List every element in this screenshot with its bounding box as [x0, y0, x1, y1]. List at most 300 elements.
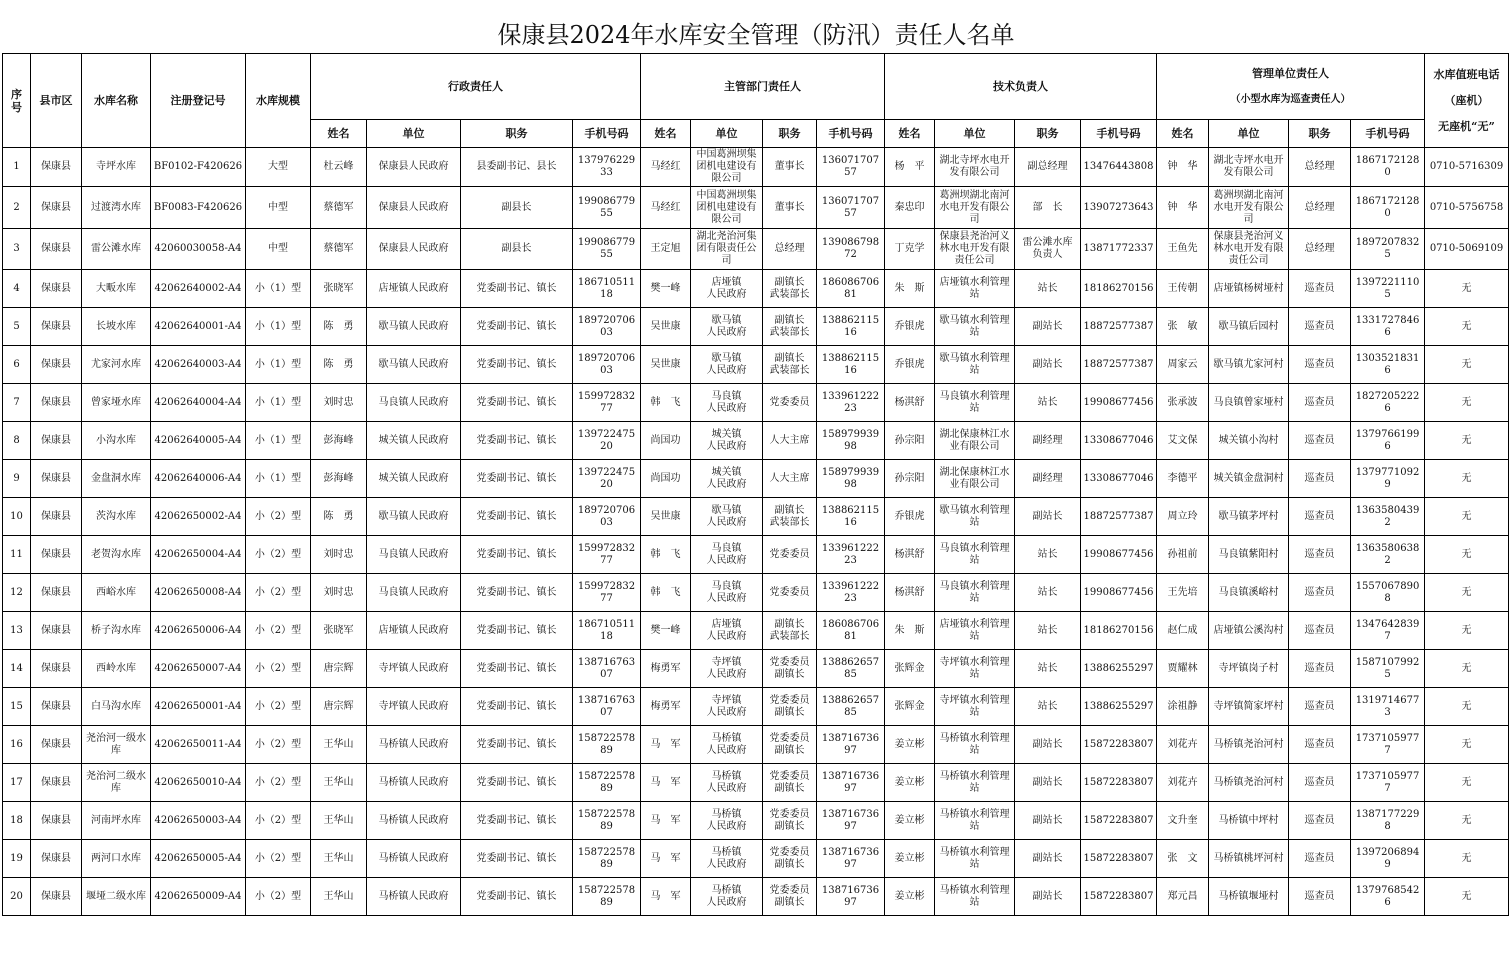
- cell-mgmt-unit: 马桥镇尧治河村: [1209, 764, 1289, 802]
- cell-mgmt-title: 总经理: [1289, 148, 1351, 187]
- cell-admin-title: 党委副书记、镇长: [461, 840, 573, 878]
- cell-admin-unit: 保康县人民政府: [367, 148, 461, 187]
- cell-dept-mobile: 13871673697: [817, 764, 885, 802]
- cell-duty-phone: 无: [1425, 612, 1509, 650]
- cell-admin-mobile: 13797622933: [573, 148, 641, 187]
- cell-duty-phone: 0710-5716309: [1425, 148, 1509, 187]
- cell-tech-mobile: 18186270156: [1081, 612, 1157, 650]
- cell-admin-mobile: 13972247520: [573, 422, 641, 460]
- cell-admin-name: 刘时忠: [311, 384, 367, 422]
- cell-tech-name: 姜立彬: [885, 840, 935, 878]
- cell-scale: 小（1）型: [246, 384, 311, 422]
- header-dept-unit: 单位: [691, 120, 763, 148]
- cell-duty-phone: 无: [1425, 346, 1509, 384]
- cell-county: 保康县: [31, 688, 82, 726]
- cell-tech-title: 副站长: [1015, 840, 1081, 878]
- cell-tech-mobile: 15872283807: [1081, 840, 1157, 878]
- header-duty-phone-line2: （座机）: [1444, 94, 1489, 107]
- cell-dept-name: 韩 飞: [641, 574, 691, 612]
- cell-scale: 小（2）型: [246, 650, 311, 688]
- table-row: [3, 612, 1509, 650]
- cell-scale: 大型: [246, 148, 311, 187]
- cell-reservoir-name: 尧治河一级水库: [82, 726, 151, 764]
- cell-county: 保康县: [31, 308, 82, 346]
- cell-dept-mobile: 13396122223: [817, 536, 885, 574]
- cell-admin-title: 党委副书记、镇长: [461, 422, 573, 460]
- table-row: [3, 460, 1509, 498]
- header-mgmt-group-title: 管理单位责任人: [1252, 67, 1329, 80]
- cell-dept-title: 党委委员: [763, 384, 817, 422]
- cell-admin-unit: 马桥镇人民政府: [367, 726, 461, 764]
- cell-mgmt-unit: 马良镇溪峪村: [1209, 574, 1289, 612]
- cell-admin-mobile: 13871676307: [573, 688, 641, 726]
- cell-tech-mobile: 15872283807: [1081, 764, 1157, 802]
- cell-mgmt-title: 巡查员: [1289, 726, 1351, 764]
- cell-dept-title: 副镇长 武装部长: [763, 612, 817, 650]
- cell-registration-no: 42062640003-A4: [151, 346, 246, 384]
- cell-mgmt-unit: 马桥镇桃坪河村: [1209, 840, 1289, 878]
- table-row: [3, 764, 1509, 802]
- cell-duty-phone: 无: [1425, 878, 1509, 916]
- header-mgmt-mobile: 手机号码: [1351, 120, 1425, 148]
- cell-duty-phone: 无: [1425, 308, 1509, 346]
- cell-duty-phone: 无: [1425, 270, 1509, 308]
- cell-tech-mobile: 15872283807: [1081, 802, 1157, 840]
- cell-tech-title: 副站长: [1015, 764, 1081, 802]
- cell-tech-name: 秦忠印: [885, 187, 935, 229]
- cell-dept-name: 梅勇军: [641, 650, 691, 688]
- cell-scale: 小（1）型: [246, 346, 311, 384]
- cell-county: 保康县: [31, 574, 82, 612]
- cell-tech-mobile: 13308677046: [1081, 460, 1157, 498]
- cell-reservoir-name: 老贺沟水库: [82, 536, 151, 574]
- header-admin-mobile: 手机号码: [573, 120, 641, 148]
- cell-county: 保康县: [31, 498, 82, 536]
- cell-tech-title: 副站长: [1015, 346, 1081, 384]
- cell-mgmt-title: 巡查员: [1289, 764, 1351, 802]
- cell-admin-unit: 店垭镇人民政府: [367, 612, 461, 650]
- cell-tech-unit: 葛洲坝湖北南河水电开发有限公司: [935, 187, 1015, 229]
- header-dept-title: 职务: [763, 120, 817, 148]
- cell-scale: 小（2）型: [246, 536, 311, 574]
- cell-tech-title: 副站长: [1015, 498, 1081, 536]
- cell-dept-unit: 寺坪镇 人民政府: [691, 688, 763, 726]
- cell-dept-unit: 城关镇 人民政府: [691, 422, 763, 460]
- cell-reservoir-name: 金盘洞水库: [82, 460, 151, 498]
- cell-dept-title: 副镇长 武装部长: [763, 346, 817, 384]
- cell-county: 保康县: [31, 612, 82, 650]
- cell-registration-no: 42062650011-A4: [151, 726, 246, 764]
- cell-reservoir-name: 河南坪水库: [82, 802, 151, 840]
- table-row: [3, 802, 1509, 840]
- cell-county: 保康县: [31, 764, 82, 802]
- cell-duty-phone: 无: [1425, 764, 1509, 802]
- cell-admin-name: 彭海峰: [311, 422, 367, 460]
- cell-dept-mobile: 13886211516: [817, 498, 885, 536]
- cell-dept-unit: 店垭镇 人民政府: [691, 270, 763, 308]
- cell-mgmt-unit: 马良镇曾家垭村: [1209, 384, 1289, 422]
- cell-tech-name: 乔银虎: [885, 308, 935, 346]
- cell-reservoir-name: 桥子沟水库: [82, 612, 151, 650]
- cell-mgmt-mobile: 13476428397: [1351, 612, 1425, 650]
- cell-tech-mobile: 19908677456: [1081, 384, 1157, 422]
- cell-mgmt-mobile: 13635804392: [1351, 498, 1425, 536]
- cell-seq: 18: [3, 802, 31, 840]
- cell-tech-name: 姜立彬: [885, 878, 935, 916]
- cell-admin-name: 彭海峰: [311, 460, 367, 498]
- cell-dept-mobile: 13396122223: [817, 574, 885, 612]
- cell-mgmt-name: 张 文: [1157, 840, 1209, 878]
- cell-duty-phone: 无: [1425, 840, 1509, 878]
- header-tech-title: 职务: [1015, 120, 1081, 148]
- cell-reservoir-name: 大畈水库: [82, 270, 151, 308]
- cell-dept-unit: 马良镇 人民政府: [691, 536, 763, 574]
- cell-dept-title: 副镇长 武装部长: [763, 498, 817, 536]
- cell-admin-unit: 马桥镇人民政府: [367, 878, 461, 916]
- cell-admin-mobile: 15997283277: [573, 536, 641, 574]
- cell-dept-unit: 寺坪镇 人民政府: [691, 650, 763, 688]
- cell-tech-unit: 歇马镇水利管理站: [935, 308, 1015, 346]
- cell-county: 保康县: [31, 460, 82, 498]
- cell-seq: 17: [3, 764, 31, 802]
- cell-tech-unit: 马桥镇水利管理站: [935, 764, 1015, 802]
- cell-dept-name: 吴世康: [641, 346, 691, 384]
- cell-admin-unit: 歇马镇人民政府: [367, 346, 461, 384]
- table-row: [3, 270, 1509, 308]
- cell-dept-mobile: 15897993998: [817, 422, 885, 460]
- cell-admin-name: 王华山: [311, 764, 367, 802]
- cell-dept-name: 樊一峰: [641, 270, 691, 308]
- cell-scale: 小（1）型: [246, 308, 311, 346]
- cell-reservoir-name: 两河口水库: [82, 840, 151, 878]
- header-scale: 水库规模: [246, 54, 311, 148]
- cell-admin-mobile: 15872257889: [573, 840, 641, 878]
- cell-tech-name: 张辉金: [885, 688, 935, 726]
- cell-admin-unit: 店垭镇人民政府: [367, 270, 461, 308]
- cell-registration-no: 42062650008-A4: [151, 574, 246, 612]
- cell-admin-name: 王华山: [311, 840, 367, 878]
- cell-reservoir-name: 堰垭二级水库: [82, 878, 151, 916]
- cell-admin-mobile: 18671051118: [573, 270, 641, 308]
- cell-dept-unit: 马良镇 人民政府: [691, 574, 763, 612]
- cell-mgmt-unit: 寺坪镇简家坪村: [1209, 688, 1289, 726]
- cell-registration-no: 42062640004-A4: [151, 384, 246, 422]
- cell-admin-unit: 歇马镇人民政府: [367, 498, 461, 536]
- cell-mgmt-unit: 店垭镇杨树垭村: [1209, 270, 1289, 308]
- cell-dept-name: 马 军: [641, 764, 691, 802]
- cell-mgmt-name: 王鱼先: [1157, 229, 1209, 270]
- cell-admin-title: 党委副书记、镇长: [461, 270, 573, 308]
- cell-dept-title: 党委委员: [763, 536, 817, 574]
- cell-tech-unit: 湖北保康林江水业有限公司: [935, 422, 1015, 460]
- cell-county: 保康县: [31, 270, 82, 308]
- cell-county: 保康县: [31, 802, 82, 840]
- cell-tech-title: 副站长: [1015, 308, 1081, 346]
- cell-tech-name: 姜立彬: [885, 802, 935, 840]
- cell-dept-mobile: 18608670681: [817, 612, 885, 650]
- cell-tech-name: 姜立彬: [885, 726, 935, 764]
- cell-tech-title: 部 长: [1015, 187, 1081, 229]
- cell-mgmt-title: 巡查员: [1289, 422, 1351, 460]
- cell-mgmt-mobile: 15570678908: [1351, 574, 1425, 612]
- cell-tech-title: 雷公滩水库 负责人: [1015, 229, 1081, 270]
- cell-dept-title: 副镇长 武装部长: [763, 270, 817, 308]
- header-mgmt-name: 姓名: [1157, 120, 1209, 148]
- cell-mgmt-name: 贾耀林: [1157, 650, 1209, 688]
- cell-dept-mobile: 13908679872: [817, 229, 885, 270]
- cell-tech-mobile: 13476443808: [1081, 148, 1157, 187]
- cell-admin-unit: 马良镇人民政府: [367, 384, 461, 422]
- cell-county: 保康县: [31, 422, 82, 460]
- document-title: 保康县2024年水库安全管理（防汛）责任人名单: [497, 21, 1015, 49]
- cell-admin-mobile: 18972070603: [573, 498, 641, 536]
- cell-mgmt-name: 张承波: [1157, 384, 1209, 422]
- cell-dept-unit: 马桥镇 人民政府: [691, 802, 763, 840]
- responsibility-table: [2, 53, 1509, 916]
- header-duty-phone-line3: 无座机“无”: [1438, 120, 1495, 133]
- cell-reservoir-name: 白马沟水库: [82, 688, 151, 726]
- cell-admin-name: 王华山: [311, 726, 367, 764]
- cell-admin-title: 党委副书记、镇长: [461, 308, 573, 346]
- cell-dept-name: 马经红: [641, 148, 691, 187]
- cell-seq: 14: [3, 650, 31, 688]
- cell-dept-title: 党委委员 副镇长: [763, 688, 817, 726]
- cell-county: 保康县: [31, 229, 82, 270]
- table-row: [3, 187, 1509, 229]
- cell-dept-unit: 湖北尧治河集团有限责任公司: [691, 229, 763, 270]
- cell-admin-mobile: 15872257889: [573, 726, 641, 764]
- cell-seq: 7: [3, 384, 31, 422]
- cell-dept-mobile: 13871673697: [817, 726, 885, 764]
- cell-tech-name: 乔银虎: [885, 346, 935, 384]
- cell-mgmt-name: 涂祖静: [1157, 688, 1209, 726]
- cell-mgmt-name: 赵仁成: [1157, 612, 1209, 650]
- cell-admin-name: 刘时忠: [311, 574, 367, 612]
- cell-seq: 8: [3, 422, 31, 460]
- cell-reservoir-name: 尧治河二级水库: [82, 764, 151, 802]
- table-row: [3, 650, 1509, 688]
- cell-mgmt-unit: 城关镇金盘洞村: [1209, 460, 1289, 498]
- cell-tech-name: 杨 平: [885, 148, 935, 187]
- header-seq-label: 序号: [11, 87, 22, 114]
- cell-duty-phone: 无: [1425, 726, 1509, 764]
- cell-registration-no: 42062650010-A4: [151, 764, 246, 802]
- cell-county: 保康县: [31, 650, 82, 688]
- cell-admin-title: 党委副书记、镇长: [461, 498, 573, 536]
- cell-scale: 小（1）型: [246, 422, 311, 460]
- cell-tech-name: 杨淇舒: [885, 574, 935, 612]
- cell-mgmt-title: 巡查员: [1289, 878, 1351, 916]
- cell-registration-no: 42062650002-A4: [151, 498, 246, 536]
- cell-dept-name: 马 军: [641, 802, 691, 840]
- cell-admin-name: 杜云峰: [311, 148, 367, 187]
- cell-dept-title: 党委委员: [763, 574, 817, 612]
- cell-reservoir-name: 雷公滩水库: [82, 229, 151, 270]
- cell-admin-name: 陈 勇: [311, 498, 367, 536]
- table-row: [3, 229, 1509, 270]
- cell-admin-name: 张晓军: [311, 270, 367, 308]
- cell-admin-title: 副县长: [461, 229, 573, 270]
- header-duty-phone-line1: 水库值班电话: [1433, 68, 1500, 81]
- cell-mgmt-title: 巡查员: [1289, 688, 1351, 726]
- cell-dept-title: 董事长: [763, 187, 817, 229]
- cell-dept-mobile: 15897993998: [817, 460, 885, 498]
- cell-admin-name: 张晓军: [311, 612, 367, 650]
- cell-mgmt-unit: 马桥镇尧治河村: [1209, 726, 1289, 764]
- cell-tech-mobile: 18872577387: [1081, 346, 1157, 384]
- cell-mgmt-unit: 保康县尧治河义林水电开发有限责任公司: [1209, 229, 1289, 270]
- cell-scale: 小（2）型: [246, 612, 311, 650]
- cell-seq: 20: [3, 878, 31, 916]
- cell-scale: 小（2）型: [246, 764, 311, 802]
- cell-registration-no: 42062650006-A4: [151, 612, 246, 650]
- cell-dept-unit: 马桥镇 人民政府: [691, 764, 763, 802]
- cell-admin-name: 王华山: [311, 878, 367, 916]
- cell-mgmt-mobile: 15871079925: [1351, 650, 1425, 688]
- cell-admin-unit: 马桥镇人民政府: [367, 840, 461, 878]
- cell-reservoir-name: 寺坪水库: [82, 148, 151, 187]
- cell-duty-phone: 无: [1425, 536, 1509, 574]
- cell-duty-phone: 0710-5756758: [1425, 187, 1509, 229]
- cell-seq: 11: [3, 536, 31, 574]
- header-tech-group: 技术负责人: [885, 54, 1157, 120]
- cell-reservoir-name: 小沟水库: [82, 422, 151, 460]
- cell-mgmt-name: 周立玲: [1157, 498, 1209, 536]
- cell-scale: 小（2）型: [246, 726, 311, 764]
- cell-admin-name: 陈 勇: [311, 346, 367, 384]
- cell-dept-name: 尚国功: [641, 422, 691, 460]
- cell-tech-title: 站长: [1015, 574, 1081, 612]
- cell-registration-no: 42060030058-A4: [151, 229, 246, 270]
- cell-mgmt-unit: 城关镇小沟村: [1209, 422, 1289, 460]
- cell-duty-phone: 无: [1425, 384, 1509, 422]
- cell-scale: 小（2）型: [246, 574, 311, 612]
- cell-tech-name: 朱 斯: [885, 270, 935, 308]
- cell-admin-title: 县委副书记、县长: [461, 148, 573, 187]
- cell-dept-unit: 店垭镇 人民政府: [691, 612, 763, 650]
- cell-mgmt-mobile: 13972068949: [1351, 840, 1425, 878]
- cell-reservoir-name: 尤家河水库: [82, 346, 151, 384]
- cell-tech-mobile: 13871772337: [1081, 229, 1157, 270]
- cell-mgmt-unit: 马良镇紫阳村: [1209, 536, 1289, 574]
- cell-mgmt-unit: 歇马镇茅坪村: [1209, 498, 1289, 536]
- header-admin-name: 姓名: [311, 120, 367, 148]
- cell-dept-mobile: 13886265785: [817, 650, 885, 688]
- cell-dept-unit: 马桥镇 人民政府: [691, 878, 763, 916]
- cell-mgmt-mobile: 17371059777: [1351, 726, 1425, 764]
- cell-duty-phone: 无: [1425, 650, 1509, 688]
- cell-admin-mobile: 13972247520: [573, 460, 641, 498]
- cell-tech-mobile: 13308677046: [1081, 422, 1157, 460]
- cell-admin-title: 党委副书记、镇长: [461, 878, 573, 916]
- cell-admin-unit: 寺坪镇人民政府: [367, 688, 461, 726]
- cell-reservoir-name: 西岭水库: [82, 650, 151, 688]
- cell-admin-name: 王华山: [311, 802, 367, 840]
- cell-admin-title: 副县长: [461, 187, 573, 229]
- cell-tech-unit: 寺坪镇水利管理站: [935, 688, 1015, 726]
- cell-admin-name: 蔡德军: [311, 187, 367, 229]
- cell-admin-unit: 马良镇人民政府: [367, 574, 461, 612]
- cell-mgmt-name: 刘花卉: [1157, 764, 1209, 802]
- cell-reservoir-name: 曾家垭水库: [82, 384, 151, 422]
- cell-mgmt-title: 巡查员: [1289, 270, 1351, 308]
- cell-mgmt-unit: 马桥镇堰垭村: [1209, 878, 1289, 916]
- cell-mgmt-title: 巡查员: [1289, 308, 1351, 346]
- cell-tech-mobile: 18186270156: [1081, 270, 1157, 308]
- cell-admin-mobile: 15872257889: [573, 878, 641, 916]
- cell-scale: 小（1）型: [246, 270, 311, 308]
- cell-dept-name: 王定旭: [641, 229, 691, 270]
- cell-dept-name: 吴世康: [641, 498, 691, 536]
- cell-tech-unit: 店垭镇水利管理站: [935, 270, 1015, 308]
- cell-mgmt-mobile: 13797685426: [1351, 878, 1425, 916]
- cell-mgmt-title: 巡查员: [1289, 460, 1351, 498]
- cell-tech-unit: 湖北保康林江水业有限公司: [935, 460, 1015, 498]
- cell-tech-name: 张辉金: [885, 650, 935, 688]
- table-row: [3, 384, 1509, 422]
- cell-tech-unit: 马桥镇水利管理站: [935, 802, 1015, 840]
- cell-tech-unit: 寺坪镇水利管理站: [935, 650, 1015, 688]
- header-admin-unit: 单位: [367, 120, 461, 148]
- cell-mgmt-title: 总经理: [1289, 229, 1351, 270]
- cell-dept-name: 梅勇军: [641, 688, 691, 726]
- cell-seq: 5: [3, 308, 31, 346]
- cell-seq: 10: [3, 498, 31, 536]
- cell-admin-mobile: 13871676307: [573, 650, 641, 688]
- cell-admin-name: 蔡德军: [311, 229, 367, 270]
- cell-tech-name: 孙宗阳: [885, 422, 935, 460]
- cell-mgmt-name: 郑元昌: [1157, 878, 1209, 916]
- table-row: [3, 878, 1509, 916]
- cell-dept-mobile: 18608670681: [817, 270, 885, 308]
- cell-reservoir-name: 茨沟水库: [82, 498, 151, 536]
- cell-registration-no: 42062640001-A4: [151, 308, 246, 346]
- cell-admin-name: 唐宗辉: [311, 688, 367, 726]
- cell-county: 保康县: [31, 536, 82, 574]
- cell-tech-title: 站长: [1015, 612, 1081, 650]
- cell-scale: 中型: [246, 229, 311, 270]
- cell-admin-title: 党委副书记、镇长: [461, 764, 573, 802]
- cell-admin-title: 党委副书记、镇长: [461, 726, 573, 764]
- table-row: [3, 498, 1509, 536]
- cell-tech-name: 杨淇舒: [885, 536, 935, 574]
- cell-admin-title: 党委副书记、镇长: [461, 802, 573, 840]
- cell-mgmt-title: 巡查员: [1289, 840, 1351, 878]
- cell-mgmt-unit: 湖北寺坪水电开发有限公司: [1209, 148, 1289, 187]
- cell-mgmt-name: 钟 华: [1157, 187, 1209, 229]
- cell-tech-unit: 湖北寺坪水电开发有限公司: [935, 148, 1015, 187]
- header-reservoir-name: 水库名称: [82, 54, 151, 148]
- cell-tech-title: 副经理: [1015, 422, 1081, 460]
- cell-tech-title: 副经理: [1015, 460, 1081, 498]
- table-body: [3, 148, 1509, 916]
- cell-seq: 9: [3, 460, 31, 498]
- cell-mgmt-title: 巡查员: [1289, 802, 1351, 840]
- table-row: [3, 726, 1509, 764]
- cell-dept-name: 尚国功: [641, 460, 691, 498]
- cell-scale: 小（2）型: [246, 840, 311, 878]
- cell-registration-no: 42062640002-A4: [151, 270, 246, 308]
- header-tech-mobile: 手机号码: [1081, 120, 1157, 148]
- cell-tech-mobile: 13886255297: [1081, 688, 1157, 726]
- cell-tech-name: 孙宗阳: [885, 460, 935, 498]
- cell-dept-mobile: 13871673697: [817, 878, 885, 916]
- cell-tech-mobile: 19908677456: [1081, 536, 1157, 574]
- cell-tech-unit: 马良镇水利管理站: [935, 536, 1015, 574]
- cell-mgmt-mobile: 13797661996: [1351, 422, 1425, 460]
- cell-tech-title: 副总经理: [1015, 148, 1081, 187]
- cell-admin-title: 党委副书记、镇长: [461, 536, 573, 574]
